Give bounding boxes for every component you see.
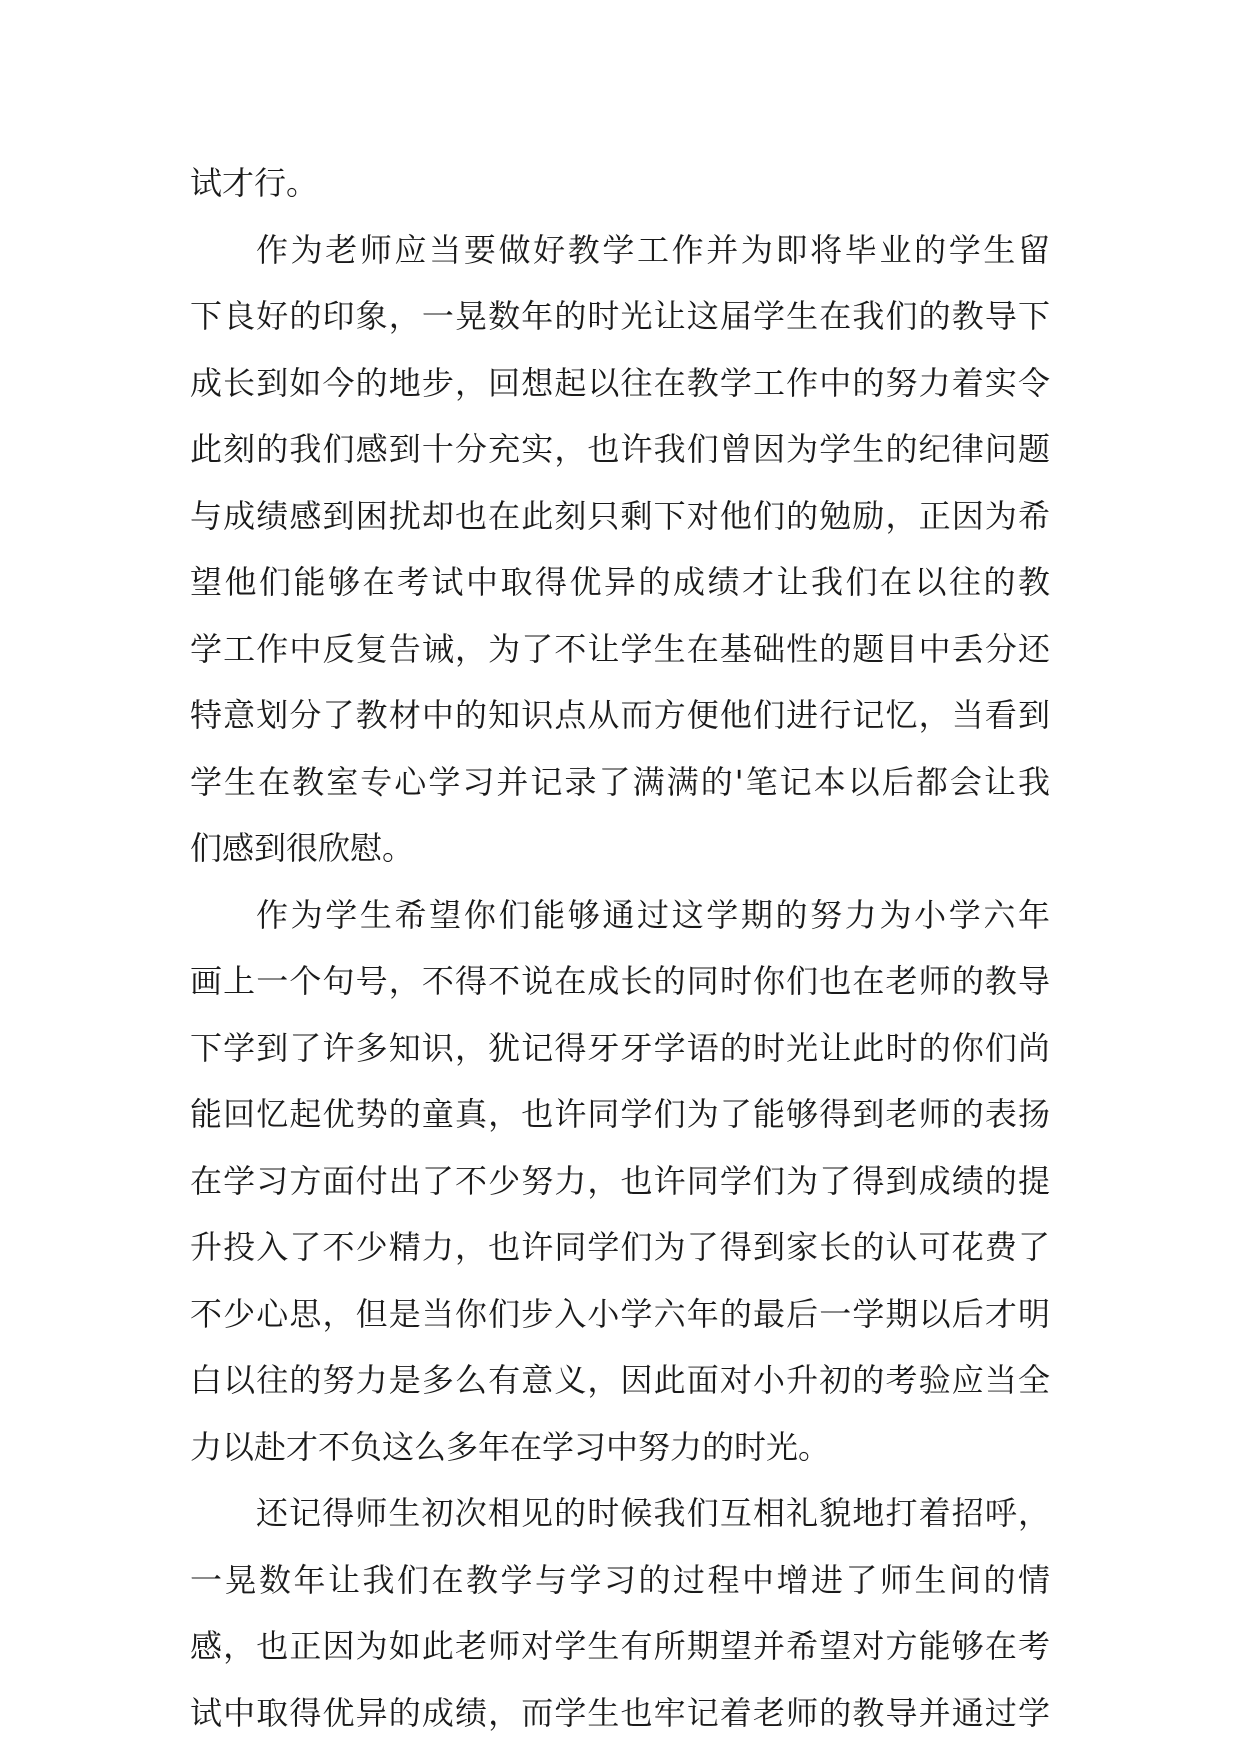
text-line: 力以赴才不负这么多年在学习中努力的时光。 (190, 1427, 831, 1466)
text-line: 不少心思，但是当你们步入小学六年的最后一学期以后才明 (190, 1294, 1050, 1333)
text-line: 升投入了不少精力，也许同学们为了得到家长的认可花费了 (190, 1228, 1050, 1266)
text-line: 此刻的我们感到十分充实，也许我们曾因为学生的纪律问题 (190, 430, 1050, 468)
text-line: 能回忆起优势的童真，也许同学们为了能够得到老师的表扬 (190, 1095, 1050, 1133)
text-line: 特意划分了教材中的知识点从而方便他们进行记忆，当看到 (190, 696, 1050, 734)
text-line: 下良好的印象，一晃数年的时光让这届学生在我们的教导下 (190, 297, 1050, 335)
text-line: 学工作中反复告诫，为了不让学生在基础性的题目中丢分还 (190, 629, 1050, 668)
text-line: 在学习方面付出了不少努力，也许同学们为了得到成绩的提 (190, 1161, 1050, 1200)
text-line: 试中取得优异的成绩，而学生也牢记着老师的教导并通过学 (190, 1693, 1050, 1732)
text-line: 们感到很欣慰。 (190, 829, 415, 867)
text-line: 还记得师生初次相见的时候我们互相礼貌地打着招呼， (256, 1494, 1050, 1532)
text-line: 学生在教室专心学习并记录了满满的'笔记本以后都会让我 (190, 762, 1050, 801)
text-line: 白以往的努力是多么有意义，因此面对小升初的考验应当全 (190, 1361, 1050, 1399)
text-line: 与成绩感到困扰却也在此刻只剩下对他们的勉励，正因为希 (190, 496, 1050, 535)
text-line: 画上一个句号，不得不说在成长的同时你们也在老师的教导 (190, 962, 1050, 1000)
text-line: 成长到如今的地步，回想起以往在教学工作中的努力着实令 (190, 363, 1050, 402)
text-line: 感，也正因为如此老师对学生有所期望并希望对方能够在考 (190, 1627, 1050, 1665)
text-line: 望他们能够在考试中取得优异的成绩才让我们在以往的教 (190, 563, 1050, 601)
text-line: 试才行。 (190, 164, 319, 202)
text-line: 下学到了许多知识，犹记得牙牙学语的时光让此时的你们尚 (190, 1028, 1050, 1067)
text-line: 一晃数年让我们在教学与学习的过程中增进了师生间的情 (190, 1560, 1050, 1599)
text-line: 作为老师应当要做好教学工作并为即将毕业的学生留 (256, 230, 1050, 269)
text-line: 作为学生希望你们能够通过这学期的努力为小学六年 (256, 895, 1050, 934)
body-text (190, 150, 1050, 1746)
